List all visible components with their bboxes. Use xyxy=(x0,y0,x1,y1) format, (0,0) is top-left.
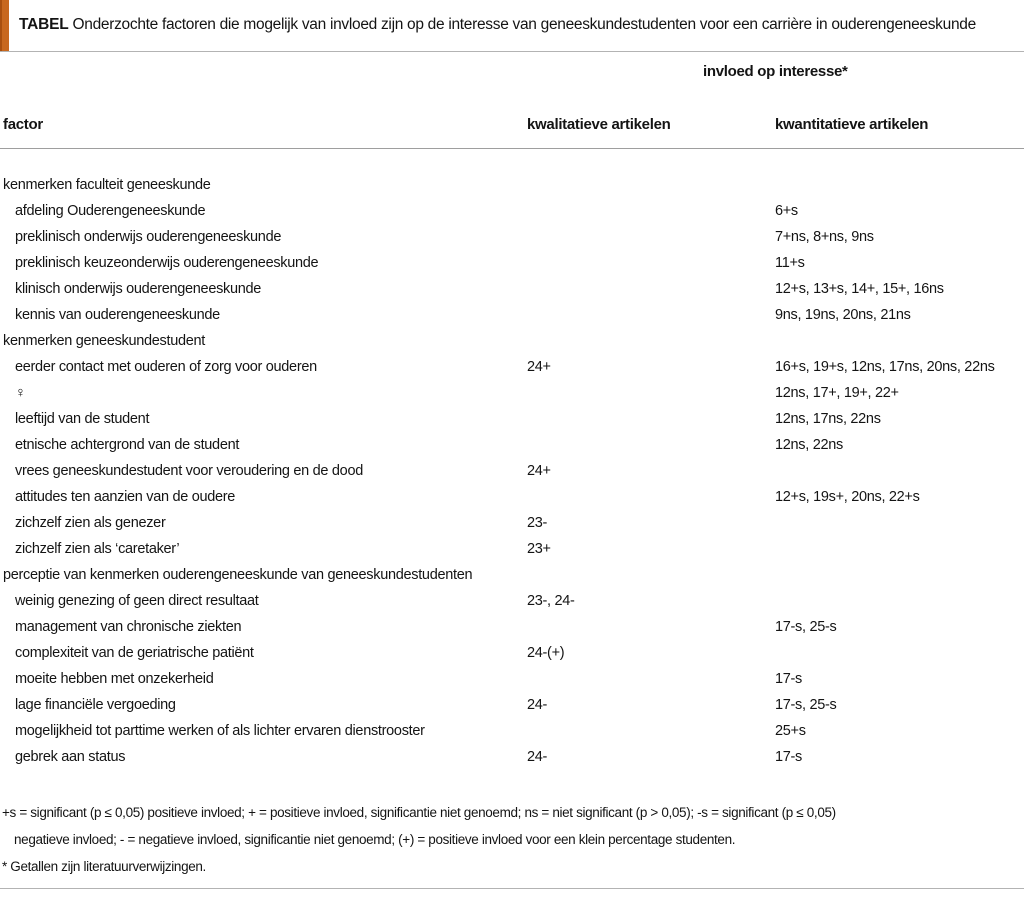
factor-cell: gebrek aan status xyxy=(15,749,126,765)
kwantitatief-cell: 17-s, 25-s xyxy=(775,697,837,713)
column-header-row xyxy=(0,116,1024,133)
kwalitatief-cell: 23+ xyxy=(527,541,551,557)
factor-cell: zichzelf zien als genezer xyxy=(15,515,166,531)
factor-cell: preklinisch keuzeonderwijs ouderengeneeskunde xyxy=(15,255,319,271)
table-body xyxy=(0,172,1024,770)
group-row xyxy=(0,172,1024,198)
kwalitatief-cell: 24- xyxy=(527,697,548,713)
footnote-legend-line1: +s = significant (p ≤ 0,05) positieve invloed; + = positieve invloed, significantie niet genoemd; ns = niet significant (p > 0,05); -s = significant (p ≤ 0,05) xyxy=(2,805,836,820)
table-row xyxy=(0,406,1024,432)
kwantitatief-cell: 12ns, 17ns, 22ns xyxy=(775,411,881,427)
kwantitatief-cell: 12ns, 17+, 19+, 22+ xyxy=(775,385,899,401)
footnote-legend-line2: negatieve invloed; - = negatieve invloed, significantie niet genoemd; (+) = positieve invloed voor een klein percentage studenten. xyxy=(14,832,736,847)
factor-cell: kenmerken geneeskundestudent xyxy=(3,333,205,349)
table-row xyxy=(0,666,1024,692)
table-row xyxy=(0,250,1024,276)
kwalitatief-cell: 24+ xyxy=(527,359,551,375)
factor-cell: management van chronische ziekten xyxy=(15,619,242,635)
table-row xyxy=(0,224,1024,250)
kwalitatief-cell: 23-, 24- xyxy=(527,593,575,609)
col-header-kwantitatief: kwantitatieve artikelen xyxy=(775,116,929,133)
factor-cell: vrees geneeskundestudent voor veroudering en de dood xyxy=(15,463,363,479)
factor-cell: leeftijd van de student xyxy=(15,411,150,427)
kwantitatief-cell: 12+s, 13+s, 14+, 15+, 16ns xyxy=(775,281,944,297)
kwantitatief-cell: 12+s, 19s+, 20ns, 22+s xyxy=(775,489,920,505)
factor-cell: afdeling Ouderengeneeskunde xyxy=(15,203,206,219)
group-row xyxy=(0,562,1024,588)
table-row xyxy=(0,354,1024,380)
table-row xyxy=(0,302,1024,328)
table-title xyxy=(19,14,1022,36)
factor-cell: klinisch onderwijs ouderengeneeskunde xyxy=(15,281,262,297)
table-row xyxy=(0,536,1024,562)
table-caption: Onderzochte factoren die mogelijk van invloed zijn op de interesse van geneeskundestudenten voor een carrière in ouderengeneeskunde xyxy=(72,16,976,33)
table-row xyxy=(0,692,1024,718)
table-row xyxy=(0,198,1024,224)
kwantitatief-cell: 16+s, 19+s, 12ns, 17ns, 20ns, 22ns xyxy=(775,359,995,375)
kwantitatief-cell: 7+ns, 8+ns, 9ns xyxy=(775,229,874,245)
factor-cell: weinig genezing of geen direct resultaat xyxy=(15,593,259,609)
table-row xyxy=(0,484,1024,510)
accent-bar xyxy=(0,0,9,52)
kwantitatief-cell: 25+s xyxy=(775,723,806,739)
table-row xyxy=(0,458,1024,484)
col-header-factor: factor xyxy=(3,116,43,133)
factor-cell: perceptie van kenmerken ouderengeneeskunde van geneeskundestudenten xyxy=(3,567,473,583)
kwantitatief-cell: 17-s xyxy=(775,749,803,765)
factor-cell: lage financiële vergoeding xyxy=(15,697,176,713)
table-row xyxy=(0,718,1024,744)
factor-cell: mogelijkheid tot parttime werken of als lichter ervaren dienstrooster xyxy=(15,723,425,739)
female-icon: ♀ xyxy=(15,385,26,401)
table-label: TABEL xyxy=(19,16,69,33)
table-row xyxy=(0,640,1024,666)
kwalitatief-cell: 24-(+) xyxy=(527,645,565,661)
table-row xyxy=(0,744,1024,770)
table-row xyxy=(0,380,1024,406)
kwantitatief-cell: 17-s, 25-s xyxy=(775,619,837,635)
kwantitatief-cell: 6+s xyxy=(775,203,798,219)
factor-cell: etnische achtergrond van de student xyxy=(15,437,240,453)
factor-cell: kennis van ouderengeneeskunde xyxy=(15,307,220,323)
kwantitatief-cell: 17-s xyxy=(775,671,803,687)
span-header-invloed: invloed op interesse* xyxy=(703,63,848,80)
table-row xyxy=(0,588,1024,614)
top-rule xyxy=(0,51,1024,52)
factor-cell: attitudes ten aanzien van de oudere xyxy=(15,489,236,505)
kwantitatief-cell: 9ns, 19ns, 20ns, 21ns xyxy=(775,307,911,323)
kwalitatief-cell: 24- xyxy=(527,749,548,765)
table-row xyxy=(0,510,1024,536)
kwalitatief-cell: 23- xyxy=(527,515,548,531)
factor-cell: eerder contact met ouderen of zorg voor ouderen xyxy=(15,359,317,375)
col-header-kwalitatief: kwalitatieve artikelen xyxy=(527,116,671,133)
kwalitatief-cell: 24+ xyxy=(527,463,551,479)
kwantitatief-cell: 11+s xyxy=(775,255,805,271)
factor-cell: kenmerken faculteit geneeskunde xyxy=(3,177,211,193)
factor-cell: complexiteit van de geriatrische patiënt xyxy=(15,645,254,661)
kwantitatief-cell: 12ns, 22ns xyxy=(775,437,843,453)
group-row xyxy=(0,328,1024,354)
table-row xyxy=(0,614,1024,640)
footnote-asterisk: * Getallen zijn literatuurverwijzingen. xyxy=(2,859,206,874)
header-rule xyxy=(0,148,1024,149)
table-row xyxy=(0,432,1024,458)
bottom-rule xyxy=(0,888,1024,889)
factor-cell: zichzelf zien als ‘caretaker’ xyxy=(15,541,180,557)
table-row xyxy=(0,276,1024,302)
factor-cell: moeite hebben met onzekerheid xyxy=(15,671,214,687)
factor-cell: preklinisch onderwijs ouderengeneeskunde xyxy=(15,229,282,245)
footnotes xyxy=(2,799,1022,880)
